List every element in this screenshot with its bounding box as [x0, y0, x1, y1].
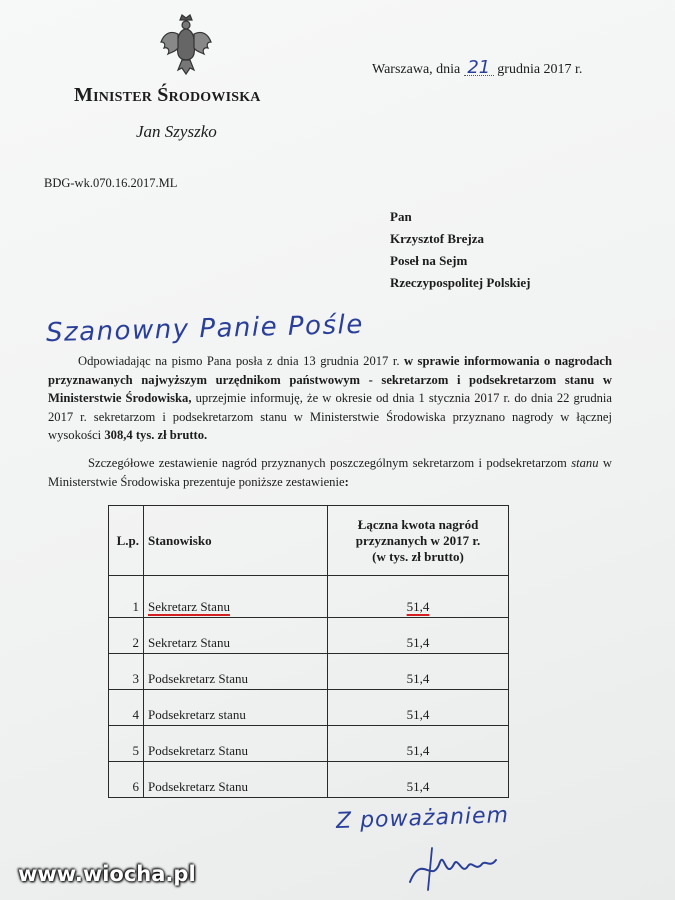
site-watermark: www.wiocha.pl — [18, 862, 196, 886]
cell-amount: 51,4 — [328, 726, 509, 762]
table-header-row — [109, 506, 509, 576]
place-label: Warszawa, dnia — [372, 62, 461, 77]
cell-position — [144, 576, 328, 618]
cell-lp: 5 — [109, 726, 144, 762]
text-run: Szczegółowe zestawienie nagród przyznanych poszczególnym sekretarzom i podsekretarzom — [88, 456, 567, 470]
cell-lp: 4 — [109, 690, 144, 726]
header-position: Stanowisko — [144, 506, 328, 576]
underlined-amount: 51,4 — [406, 599, 430, 614]
cell-position: Podsekretarz Stanu — [144, 762, 328, 798]
header-amount-line: (w tys. zł brutto) — [372, 548, 464, 564]
addressee-block — [390, 206, 530, 294]
body-paragraph-1 — [48, 352, 612, 445]
cell-position: Sekretarz Stanu — [144, 618, 328, 654]
cell-lp: 3 — [109, 654, 144, 690]
cell-amount: 51,4 — [328, 654, 509, 690]
handwritten-signature — [402, 842, 502, 894]
underlined-position: Sekretarz Stanu — [148, 599, 230, 614]
header-amount-line: Łączna kwota nagród — [357, 516, 479, 532]
table-row — [109, 576, 509, 618]
place-date-line — [372, 57, 583, 78]
table-row — [109, 690, 509, 726]
cell-lp: 6 — [109, 762, 144, 798]
text-run: Odpowiadając na pismo Pana posła z dnia 13 grudnia 2017 r. — [78, 354, 400, 368]
italic-text-run: stanu — [571, 456, 599, 470]
total-amount: 308,4 tys. zł brutto. — [104, 428, 208, 442]
cell-lp: 2 — [109, 618, 144, 654]
bold-text-run: : — [344, 474, 349, 489]
date-day-handwritten: 21 — [464, 61, 494, 76]
handwritten-closing: Z poważaniem — [335, 802, 510, 835]
header-amount-line: przyznanych w 2017 r. — [355, 532, 481, 548]
cell-amount — [328, 576, 509, 618]
cell-lp: 1 — [109, 576, 144, 618]
table-row — [109, 762, 509, 798]
table-row — [109, 654, 509, 690]
reference-number: BDG-wk.070.16.2017.ML — [44, 176, 178, 190]
addressee-line: Krzysztof Brejza — [390, 231, 484, 246]
cell-position: Podsekretarz Stanu — [144, 726, 328, 762]
bold-text-run: w sprawie informowania o nagrodach przyznawanych najwyższym urzędnikom państwowym - sekretarzom i podsekretarzom stanu w Ministerstwie Środowiska, — [48, 354, 612, 405]
date-month-year: grudnia 2017 r. — [497, 62, 583, 77]
text-run: uprzejmie informuję, że w okresie od dnia 1 stycznia 2017 r. do dnia 22 grudnia 2017 r. sekretarzom i podsekretarzom stanu w Ministerstwie Środowiska przyznano nagrody w łącznej wysokości — [48, 391, 613, 442]
cell-amount: 51,4 — [328, 762, 509, 798]
text-run: w Ministerstwie Środowiska prezentuje poniższe zestawienie — [48, 456, 612, 489]
cell-position: Podsekretarz stanu — [144, 690, 328, 726]
table-row — [109, 618, 509, 654]
table-row — [109, 726, 509, 762]
handwritten-salutation: Szanowny Panie Pośle — [45, 309, 365, 349]
header-amount — [328, 506, 509, 576]
body-paragraph-2 — [48, 454, 612, 491]
addressee-line: Pan — [390, 209, 412, 224]
ministry-heading: Minister Środowiska — [74, 84, 261, 106]
cell-position: Podsekretarz Stanu — [144, 654, 328, 690]
header-lp: L.p. — [109, 506, 144, 576]
polish-eagle-emblem-icon — [158, 12, 214, 78]
minister-name: Jan Szyszko — [136, 122, 217, 141]
awards-table — [108, 505, 509, 798]
addressee-line: Rzeczypospolitej Polskiej — [390, 275, 531, 290]
cell-amount: 51,4 — [328, 690, 509, 726]
cell-amount: 51,4 — [328, 618, 509, 654]
addressee-line: Poseł na Sejm — [390, 253, 468, 268]
